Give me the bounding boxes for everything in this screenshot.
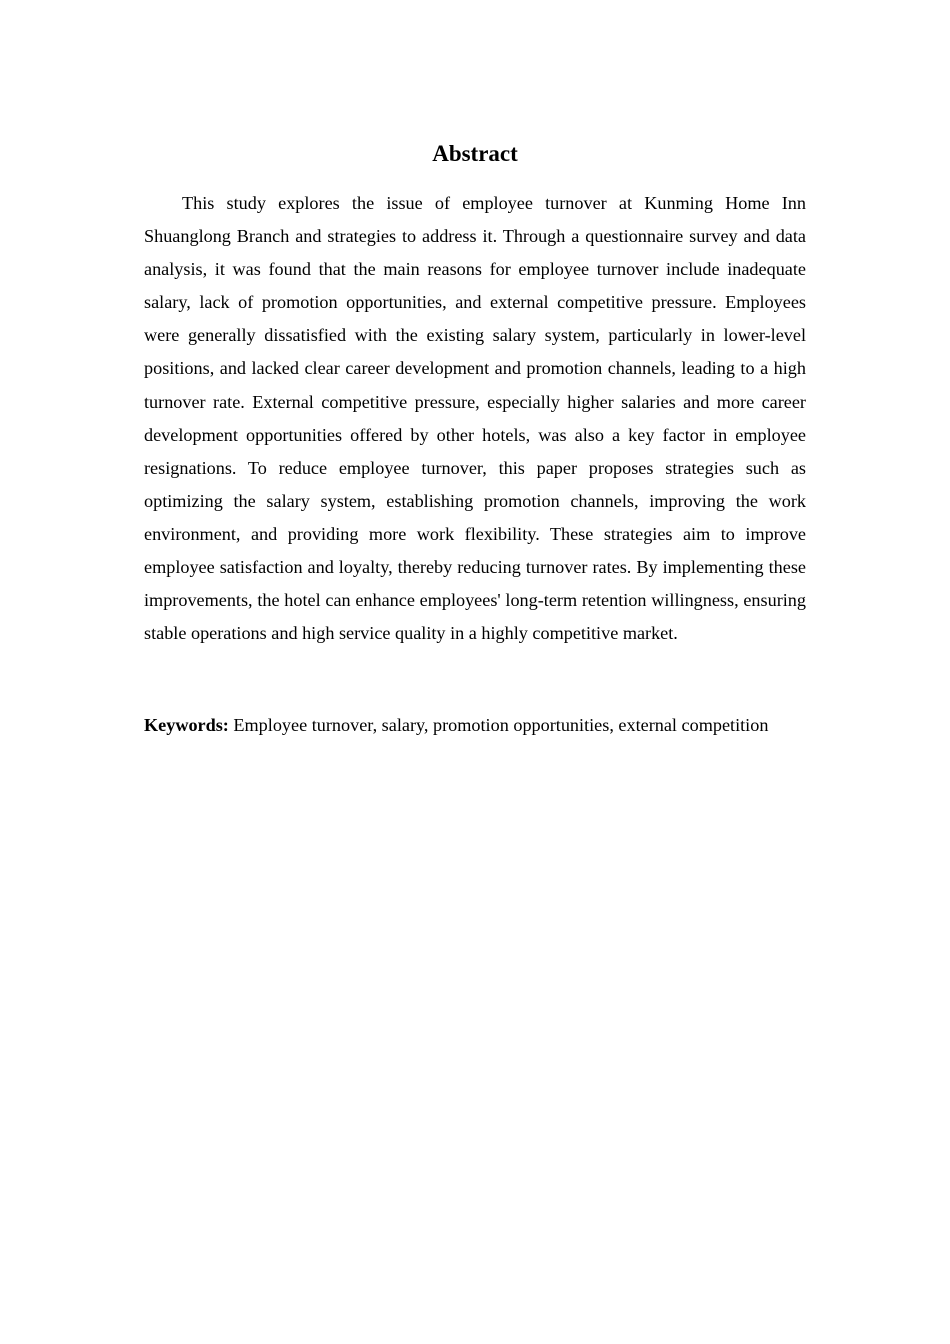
abstract-title: Abstract <box>432 141 518 166</box>
keywords-text: Employee turnover, salary, promotion opportunities, external competition <box>233 715 769 735</box>
keywords-label: Keywords: <box>144 715 229 735</box>
keywords-line <box>144 709 824 742</box>
abstract-paragraph: This study explores the issue of employee turnover at Kunming Home Inn Shuanglong Branch and strategies to address it. Through a questionnaire survey and data analysis, it was found that the main reasons for employee turnover include inadequate salary, lack of promotion opportunities, and external competitive pressure. Employees were generally dissatisfied with the existing salary system, particularly in lower-level positions, and lacked clear career development and promotion channels, leading to a high turnover rate. External competitive pressure, especially higher salaries and more career development opportunities offered by other hotels, was also a key factor in employee resignations. To reduce employee turnover, this paper proposes strategies such as optimizing the salary system, establishing promotion channels, improving the work environment, and providing more work flexibility. These strategies aim to improve employee satisfaction and loyalty, thereby reducing turnover rates. By implementing these improvements, the hotel can enhance employees' long-term retention willingness, ensuring stable operations and high service quality in a highly competitive market. <box>144 193 806 644</box>
